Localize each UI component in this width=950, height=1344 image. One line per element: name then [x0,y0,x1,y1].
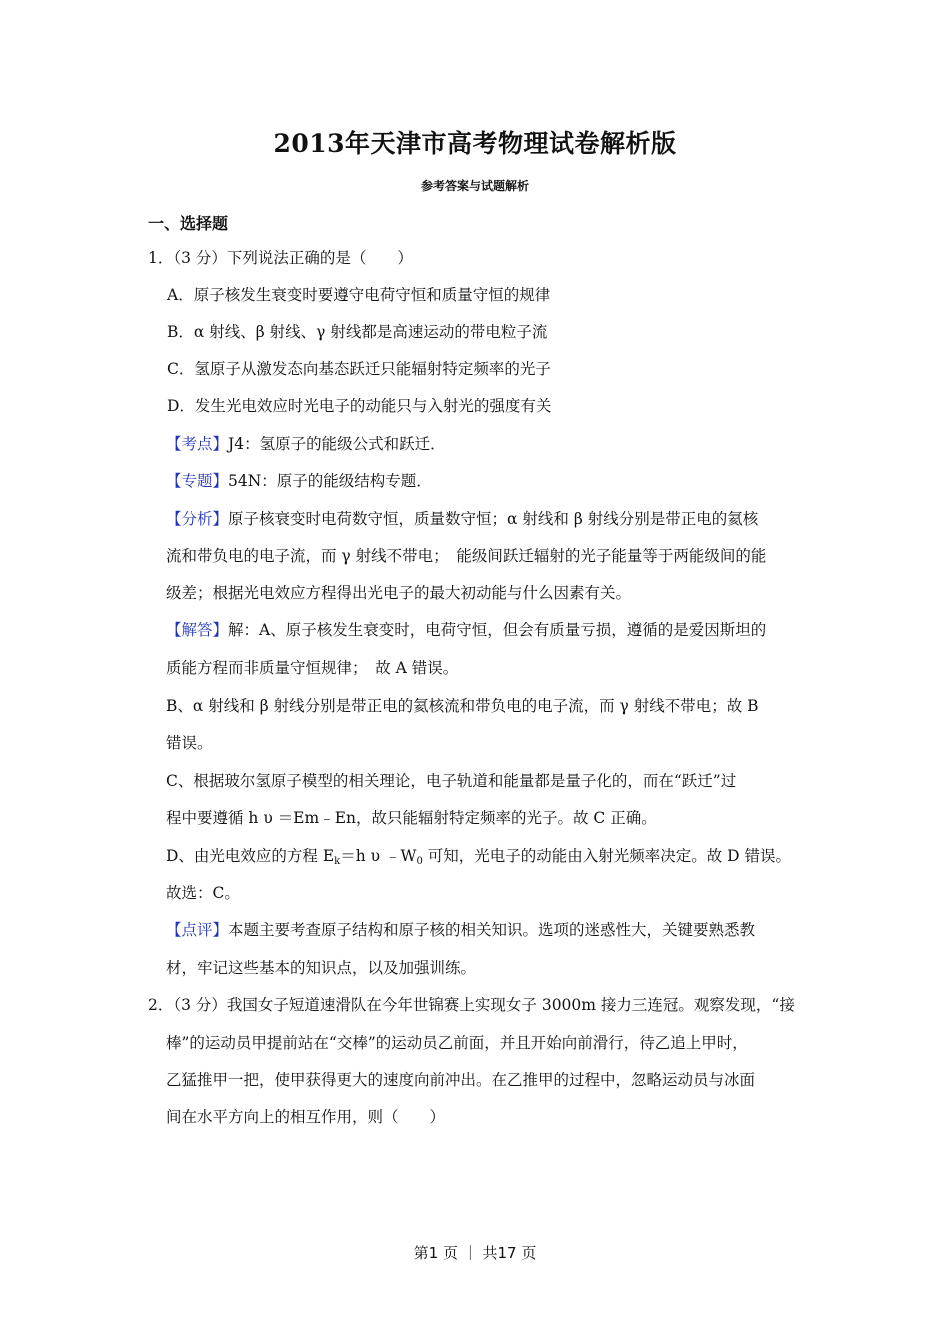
zhuanti-tag: 【专题】 [166,472,229,490]
q1-jieda-line8: 故选：C。 [166,884,240,902]
q1-fenxi-line2: 流和带负电的电子流，而 γ 射线不带电； 能级间跃迁辐射的光子能量等于两能级间的能 [166,547,767,565]
q1-stem: 1．（3 分）下列说法正确的是（ ） [148,249,413,267]
q1-dianping-line1 [166,920,755,940]
q2-stem-line1: 2．（3 分）我国女子短道速滑队在今年世锦赛上实现女子 3000m 接力三连冠。观察发现，“接 [148,996,795,1014]
q1-option-c: C．氢原子从激发态向基态跃迁只能辐射特定频率的光子 [167,360,551,378]
q2-stem-line3: 乙猛推甲一把，使甲获得更大的速度向前冲出。在乙推甲的过程中，忽略运动员与冰面 [166,1071,756,1089]
q2-stem-line2: 棒”的运动员甲提前站在“交棒”的运动员乙前面，并且开始向前滑行，待乙追上甲时， [166,1034,748,1052]
q1-fenxi-line3: 级差；根据光电效应方程得出光电子的最大初动能与什么因素有关。 [166,584,632,602]
ek-subscript: k [334,856,341,867]
jieda-tag: 【解答】 [166,621,229,639]
q1-jieda-line5: C、根据玻尔氢原子模型的相关理论，电子轨道和能量都是量子化的，而在“跃迁”过 [166,772,737,790]
q1-zhuanti [166,471,432,491]
q1-jieda-line7 [166,846,791,866]
fenxi-text-1: 原子核衰变时电荷数守恒，质量数守恒；α 射线和 β 射线分别是带正电的氦核 [228,510,759,528]
w0-subscript: 0 [416,856,423,867]
q1-jieda-line6: 程中要遵循 h υ ＝Em﹣En，故只能辐射特定频率的光子。故 C 正确。 [166,809,657,827]
q1-kaodian [166,434,446,454]
fenxi-tag: 【分析】 [166,510,229,528]
q1-jieda-line1 [166,620,766,640]
jieda-l7-part3: 可知，光电子的动能由入射光频率决定。故 D 错误。 [422,847,792,865]
page-footer: 第1 页 ｜ 共17 页 [413,1244,537,1262]
document-subtitle: 参考答案与试题解析 [420,179,529,193]
zhuanti-text: 54N：原子的能级结构专题． [228,472,432,490]
jieda-l7-part2: ＝h υ ﹣W [340,847,417,865]
jieda-text-1: 解：A、原子核发生衰变时，电荷守恒，但会有质量亏损，遵循的是爱因斯坦的 [228,621,767,639]
q1-option-d: D．发生光电效应时光电子的动能只与入射光的强度有关 [167,397,552,415]
q1-jieda-line2: 质能方程而非质量守恒规律； 故 A 错误。 [166,659,459,677]
q1-jieda-line4: 错误。 [166,734,213,752]
dianping-text-1: 本题主要考查原子结构和原子核的相关知识。选项的迷惑性大，关键要熟悉教 [228,921,756,939]
section-heading: 一、选择题 [148,214,229,233]
q1-option-b: B．α 射线、β 射线、γ 射线都是高速运动的带电粒子流 [167,323,548,341]
q1-fenxi-line1 [166,509,758,529]
q2-stem-line4: 间在水平方向上的相互作用，则（ ） [166,1108,446,1126]
dianping-tag: 【点评】 [166,921,229,939]
kaodian-text: J4：氢原子的能级公式和跃迁． [228,435,446,453]
document-title: 2013年天津市高考物理试卷解析版 [273,129,677,158]
kaodian-tag: 【考点】 [166,435,229,453]
q1-option-a: A．原子核发生衰变时要遵守电荷守恒和质量守恒的规律 [167,286,551,304]
q1-dianping-line2: 材，牢记这些基本的知识点，以及加强训练。 [166,959,477,977]
jieda-l7-part1: D、由光电效应的方程 E [166,847,335,865]
q1-jieda-line3: B、α 射线和 β 射线分别是带正电的氦核流和带负电的电子流，而 γ 射线不带电；故 B [166,697,759,715]
